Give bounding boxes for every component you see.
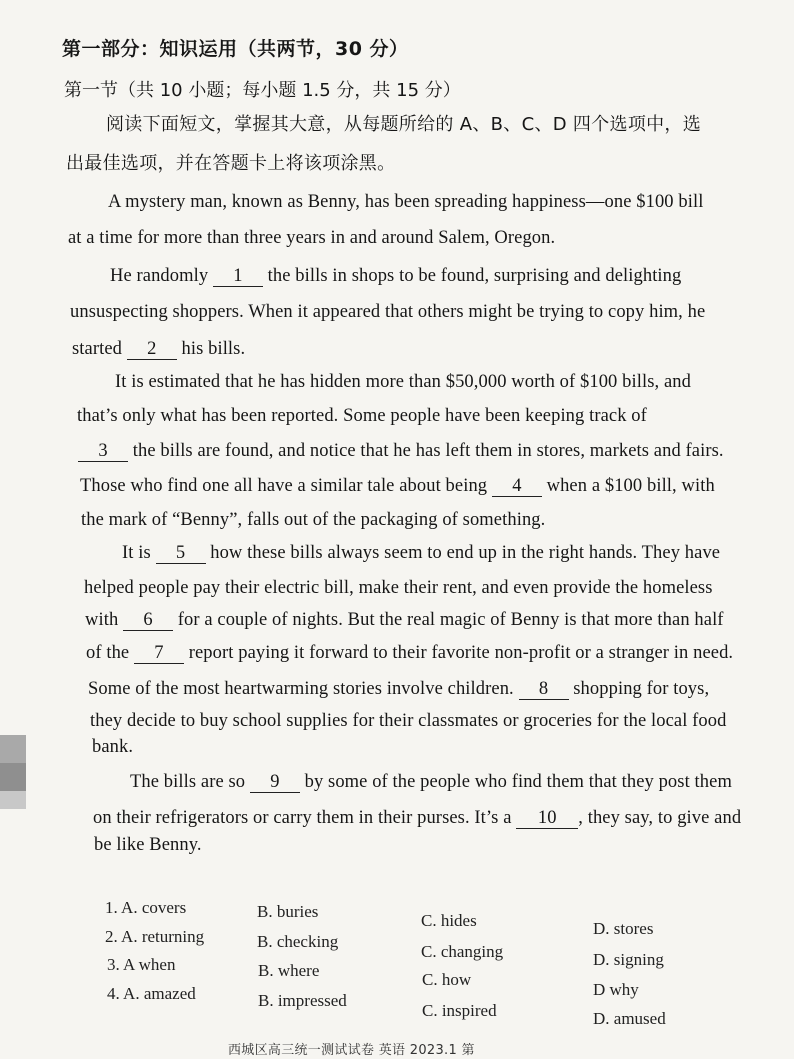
passage-line: of the 7 report paying it forward to their favorite non-profit or a stranger in need. <box>86 643 734 663</box>
blank-9: 9 <box>250 773 300 793</box>
passage-line: Some of the most heartwarming stories involve children. 8 shopping for toys, <box>88 679 710 699</box>
option-1a: 1. A. covers <box>105 898 187 917</box>
scan-edge-shade-1 <box>0 735 26 763</box>
passage-line: on their refrigerators or carry them in their purses. It’s a 10 , they say, to give and <box>93 808 742 828</box>
blank-4: 4 <box>492 477 542 497</box>
passage-line: A mystery man, known as Benny, has been spreading happiness—one $100 bill <box>108 192 704 212</box>
blank-10: 10 <box>516 809 578 829</box>
passage-line: bank. <box>92 737 134 757</box>
passage-line: with 6 for a couple of nights. But the real magic of Benny is that more than half <box>85 610 724 630</box>
option-3a: 3. A when <box>107 955 176 974</box>
instruction-line-1: 阅读下面短文，掌握其大意，从每题所给的 A、B、C、D 四个选项中，选 <box>106 114 702 135</box>
passage-line: that’s only what has been reported. Some people have been keeping track of <box>77 406 647 426</box>
option-2a: 2. A. returning <box>105 927 205 946</box>
option-1c: C. hides <box>421 911 477 930</box>
passage-line: The bills are so 9 by some of the people who find them that they post them <box>130 772 732 792</box>
blank-6: 6 <box>123 611 173 631</box>
option-1b: B. buries <box>257 902 319 921</box>
blank-2: 2 <box>127 340 177 360</box>
option-3d: D why <box>593 980 639 999</box>
passage-line: at a time for more than three years in and around Salem, Oregon. <box>68 228 556 248</box>
option-2d: D. signing <box>593 950 664 969</box>
option-1d: D. stores <box>593 919 654 938</box>
option-3b: B. where <box>258 961 320 980</box>
passage-line: unsuspecting shoppers. When it appeared that others might be trying to copy him, he <box>70 302 706 322</box>
option-3c: C. how <box>422 970 472 989</box>
option-2c: C. changing <box>421 942 504 961</box>
option-4b: B. impressed <box>258 991 347 1010</box>
passage-line: started 2 his bills. <box>72 339 246 359</box>
blank-1: 1 <box>213 267 263 287</box>
passage-line: He randomly 1 the bills in shops to be found, surprising and delighting <box>110 266 682 286</box>
blank-8: 8 <box>519 680 569 700</box>
passage-line: they decide to buy school supplies for their classmates or groceries for the local food <box>90 711 727 731</box>
passage-line: the mark of “Benny”, falls out of the packaging of something. <box>81 510 546 530</box>
passage-line: helped people pay their electric bill, make their rent, and even provide the homeless <box>84 578 713 598</box>
page-footer: 西城区高三统一测试试卷 英语 2023.1 第 <box>228 1043 475 1058</box>
passage-line: 3 the bills are found, and notice that he has left them in stores, markets and fairs. <box>78 441 724 462</box>
scan-edge-shade-2 <box>0 763 26 791</box>
section-title: 第一节（共 10 小题；每小题 1.5 分，共 15 分） <box>64 80 461 101</box>
blank-7: 7 <box>134 644 184 664</box>
passage-line: Those who find one all have a similar tale about being 4 when a $100 bill, with <box>80 476 715 496</box>
instruction-line-2: 出最佳选项，并在答题卡上将该项涂黑。 <box>66 153 396 174</box>
passage-line: be like Benny. <box>94 835 202 855</box>
option-2b: B. checking <box>257 932 339 951</box>
blank-3: 3 <box>78 442 128 462</box>
passage-line: It is estimated that he has hidden more than $50,000 worth of $100 bills, and <box>115 372 691 392</box>
blank-5: 5 <box>156 544 206 564</box>
option-4d: D. amused <box>593 1009 666 1028</box>
scan-edge-shade-3 <box>0 791 26 809</box>
option-4a: 4. A. amazed <box>107 984 196 1003</box>
passage-line: It is 5 how these bills always seem to end up in the right hands. They have <box>122 543 721 563</box>
option-4c: C. inspired <box>422 1001 497 1020</box>
part-title: 第一部分：知识运用（共两节，30 分） <box>62 38 409 60</box>
